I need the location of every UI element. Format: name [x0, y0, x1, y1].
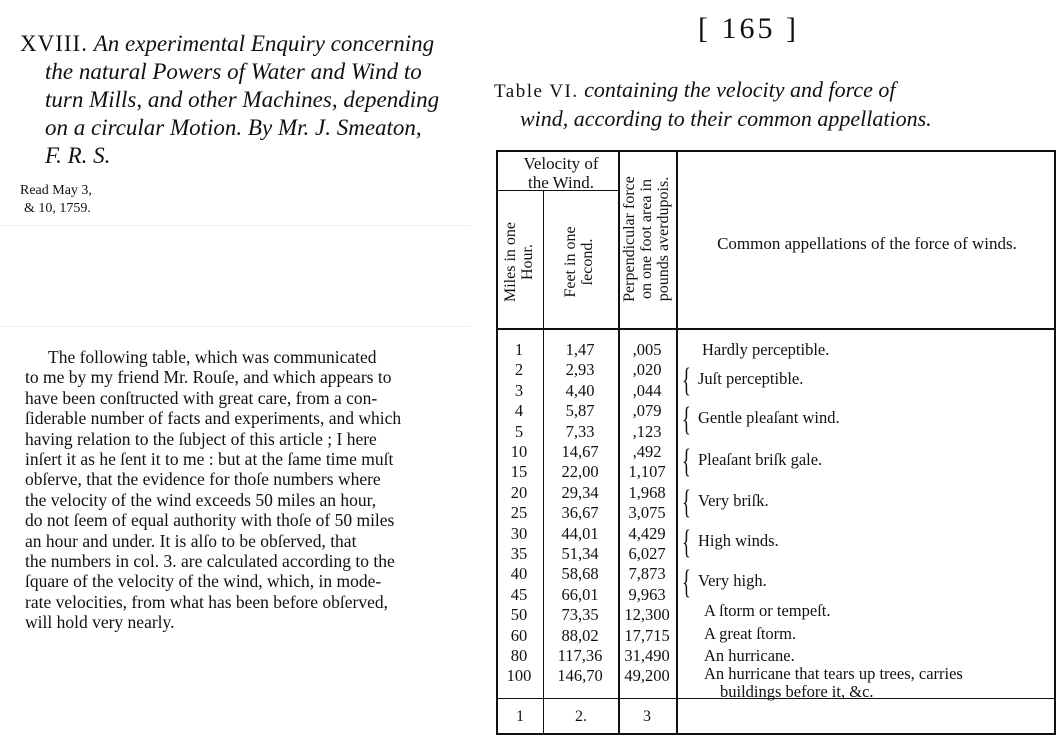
appellation: Hardly perceptible. — [702, 340, 830, 359]
cell-force: 12,300 — [624, 605, 670, 625]
brace-icon: { — [682, 401, 691, 438]
header-miles — [502, 194, 538, 330]
header-line: Hour. — [519, 244, 536, 280]
right-page — [480, 0, 1062, 744]
cell-miles: 45 — [510, 584, 528, 604]
cell-miles: 100 — [506, 666, 532, 686]
header-feet — [562, 194, 598, 330]
cell-miles: 1 — [514, 340, 524, 359]
paragraph-line: do not ſeem of equal authority with thoſe of 50 miles — [25, 510, 395, 531]
table-row — [496, 605, 678, 625]
cell-feet: 66,01 — [561, 584, 599, 604]
appellation: An hurricane that tears up trees, carries — [704, 664, 963, 683]
title-line: F. R. S. — [45, 143, 111, 168]
read-note-line: Read May 3, — [20, 183, 92, 198]
table-row — [496, 401, 678, 421]
appellation: Very high. — [698, 571, 767, 590]
cell-force: 17,715 — [624, 625, 670, 645]
cell-feet: 88,02 — [561, 625, 599, 645]
cell-force: 7,873 — [628, 564, 666, 584]
cell-feet: 51,34 — [561, 544, 599, 563]
paragraph-line: will hold very nearly. — [25, 612, 175, 633]
paragraph-line: an hour and under. It is alſo to be obſerved, that — [25, 530, 357, 551]
cell-force: 31,490 — [624, 646, 670, 665]
cell-force: ,492 — [632, 442, 662, 461]
cell-force: 1,107 — [628, 462, 666, 482]
cell-feet: 44,01 — [561, 523, 599, 543]
table-row — [496, 340, 678, 360]
article-title — [20, 30, 460, 170]
page-number: [ 165 ] — [698, 12, 799, 45]
cell-miles: 5 — [514, 421, 524, 441]
table-row — [496, 564, 678, 584]
title-line — [20, 30, 460, 58]
header-line: Miles in one — [502, 222, 519, 302]
paragraph-line: The following table, which was communicated — [48, 347, 377, 367]
cell-force: 6,027 — [628, 544, 666, 563]
header-line: Perpendicular force — [621, 176, 638, 302]
table-title-line: wind, according to their common appellations. — [520, 106, 932, 131]
read-note-line: & 10, 1759. — [24, 201, 91, 216]
cell-feet: 22,00 — [561, 462, 599, 482]
header-line: Velocity of — [523, 154, 599, 173]
table-right-rule — [1054, 150, 1056, 735]
cell-feet: 1,47 — [565, 340, 595, 359]
cell-miles: 30 — [510, 523, 528, 543]
paragraph-line: inſert it as he ſent it to me : but at the ſame time muſt — [25, 449, 394, 470]
title-text: An experimental Enquiry concerning — [93, 31, 435, 56]
brace-icon: { — [682, 524, 691, 561]
table-row — [496, 626, 678, 646]
cell-miles: 25 — [510, 503, 528, 523]
cell-miles: 60 — [510, 625, 528, 645]
header-line: on one foot area in — [638, 179, 655, 299]
paragraph-line: ſquare of the velocity of the wind, which, in mode- — [25, 571, 382, 592]
page-gap — [0, 225, 470, 327]
table-row — [496, 462, 678, 482]
table-row — [496, 422, 678, 442]
cell-miles: 20 — [510, 482, 528, 502]
paragraph-line: ſiderable number of facts and experiments, and which — [25, 408, 402, 429]
cell-feet: 2,93 — [565, 360, 595, 380]
cell-miles: 40 — [510, 564, 528, 584]
table-bottom-rule — [496, 733, 1056, 735]
appellation: Gentle pleaſant wind. — [698, 408, 840, 427]
cell-force: 9,963 — [628, 584, 666, 604]
cell-force: ,044 — [632, 380, 662, 400]
cell-force: ,123 — [632, 421, 662, 441]
cell-miles: 50 — [510, 605, 528, 625]
cell-feet: 7,33 — [565, 421, 595, 441]
cell-force: 3,075 — [628, 503, 666, 523]
header-force — [621, 154, 675, 324]
table-row — [496, 442, 678, 462]
title-line: on a circular Motion. By Mr. J. Smeaton, — [45, 115, 422, 140]
cell-miles: 2 — [514, 360, 524, 380]
column-number: 2. — [575, 708, 587, 725]
brace-icon: { — [682, 362, 691, 399]
cell-force: ,020 — [632, 360, 662, 380]
cell-feet: 73,35 — [561, 605, 599, 625]
title-line: turn Mills, and other Machines, depending — [45, 87, 440, 112]
appellation: A ſtorm or tempeſt. — [704, 601, 831, 620]
paragraph-line: have been conſtructed with great care, from a con- — [25, 387, 378, 408]
table-row — [496, 646, 678, 666]
cell-miles: 80 — [510, 646, 528, 665]
cell-miles: 3 — [514, 380, 524, 400]
brace-icon: { — [682, 564, 691, 601]
header-line: the Wind. — [527, 173, 595, 192]
cell-feet: 5,87 — [565, 401, 595, 421]
article-number: XVIII. — [20, 31, 88, 56]
cell-force: ,005 — [632, 340, 662, 359]
cell-miles: 35 — [510, 544, 528, 563]
table-row — [496, 585, 678, 605]
cell-feet: 29,34 — [561, 482, 599, 502]
header-appellation: Common appellations of the force of winds. — [717, 234, 1017, 253]
table-row — [496, 360, 678, 380]
table-row — [496, 544, 678, 564]
brace-icon: { — [682, 443, 691, 480]
cell-feet: 146,70 — [557, 666, 603, 686]
appellation: buildings before it, &c. — [720, 682, 874, 701]
cell-miles: 10 — [510, 442, 528, 461]
cell-force: 1,968 — [628, 482, 666, 502]
header-line: pounds averdupois. — [655, 176, 672, 302]
table-row — [496, 503, 678, 523]
header-velocity — [502, 154, 620, 192]
appellation: A great ſtorm. — [704, 624, 797, 643]
table-title-line: containing the velocity and force of — [584, 77, 896, 102]
appellation: High winds. — [698, 531, 779, 550]
cell-force: ,079 — [632, 401, 662, 421]
body-paragraph — [25, 347, 453, 633]
appellation: An hurricane. — [704, 646, 795, 665]
cell-feet: 4,40 — [565, 380, 595, 400]
read-date-note — [20, 182, 92, 218]
title-line: the natural Powers of Water and Wind to — [45, 59, 422, 84]
table-row — [496, 666, 678, 686]
cell-force: 49,200 — [624, 666, 670, 686]
table-row — [496, 524, 678, 544]
cell-feet: 36,67 — [561, 503, 599, 523]
appellation: Very briſk. — [698, 491, 769, 510]
paragraph-line: rate velocities, from what has been before obſerved, — [25, 591, 388, 612]
cell-feet: 117,36 — [557, 646, 603, 665]
brace-icon: { — [682, 484, 691, 521]
wind-table — [496, 150, 1056, 735]
left-page — [0, 0, 470, 744]
table-label: Table VI. — [494, 81, 579, 102]
appellation: Juſt perceptible. — [698, 369, 804, 388]
table-top-rule — [496, 150, 1056, 152]
table-title — [494, 76, 1054, 132]
column-number: 1 — [516, 708, 524, 725]
cell-miles: 15 — [510, 462, 528, 482]
cell-feet: 58,68 — [561, 564, 599, 584]
header-line: Feet in one — [562, 226, 579, 298]
cell-miles: 4 — [514, 401, 524, 421]
table-row — [496, 483, 678, 503]
paragraph-line: having relation to the ſubject of this article ; I here — [25, 428, 377, 449]
cell-feet: 14,67 — [561, 442, 599, 461]
paragraph-line: to me by my friend Mr. Rouſe, and which appears to — [25, 367, 392, 388]
paragraph-line: the numbers in col. 3. are calculated according to the — [25, 551, 395, 572]
paragraph-line: obſerve, that the evidence for thoſe numbers where — [25, 469, 381, 490]
paragraph-line: the velocity of the wind exceeds 50 miles an hour, — [25, 489, 377, 510]
header-line: ſecond. — [579, 238, 596, 286]
appellation: Pleaſant briſk gale. — [698, 450, 823, 469]
cell-force: 4,429 — [628, 523, 666, 543]
column-number: 3 — [643, 708, 651, 725]
table-row — [496, 381, 678, 401]
